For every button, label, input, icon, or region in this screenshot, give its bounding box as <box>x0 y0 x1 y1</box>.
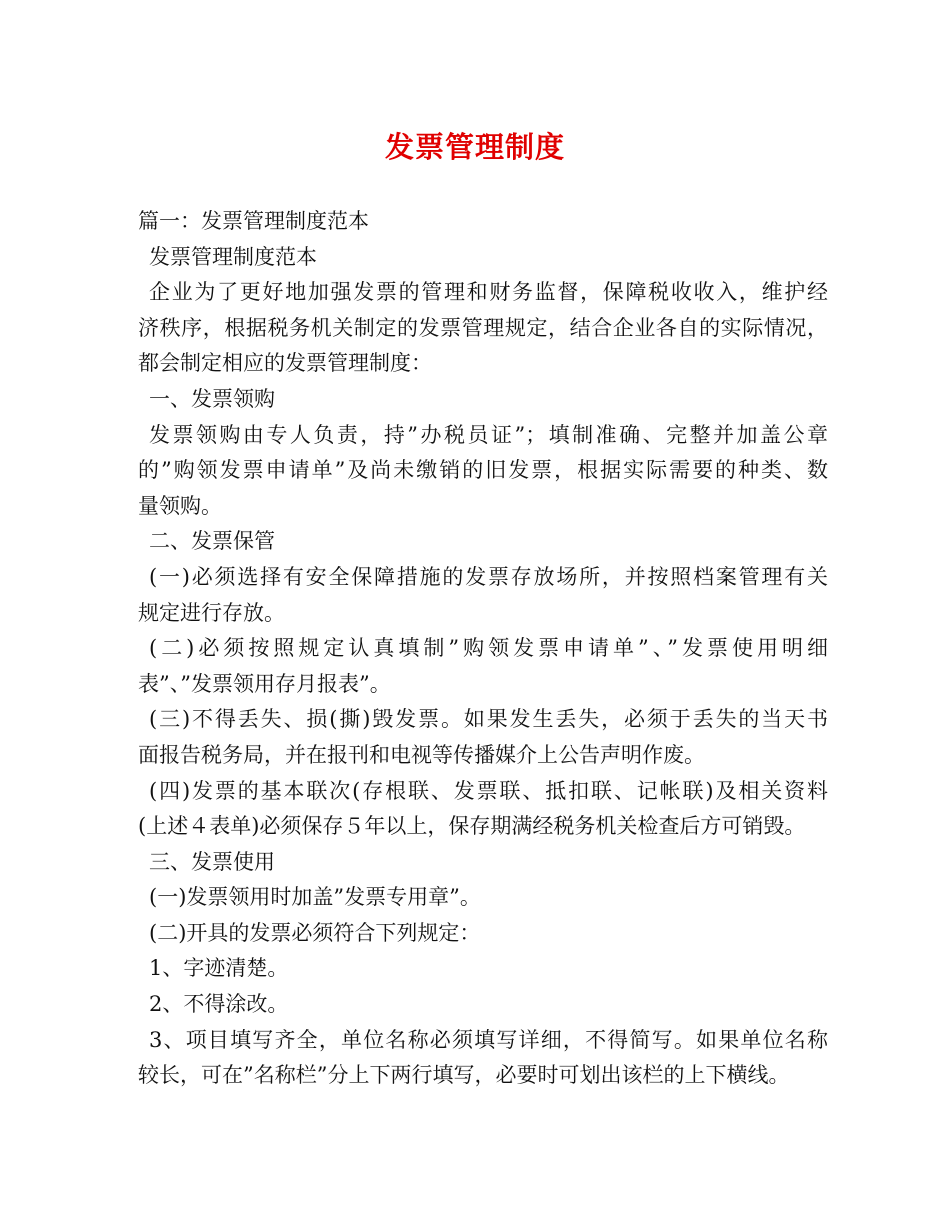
section-heading: 二、发票保管 <box>149 529 275 554</box>
paragraph-line: (二)必须按照规定认真填制”购领发票申请单”、”发票使用明细 <box>149 636 828 661</box>
list-item: 1、字迹清楚。 <box>149 956 289 981</box>
paragraph-line: (上述４表单)必须保存５年以上，保存期满经税务机关检查后方可销毁。 <box>138 814 806 839</box>
paragraph-line: 面报告税务局，并在报刊和电视等传播媒介上公告声明作废。 <box>138 742 705 767</box>
paragraph-line: 的”购领发票申请单”及尚未缴销的旧发票，根据实际需要的种类、数 <box>138 458 828 483</box>
paragraph-line: (三)不得丢失、损(撕)毁发票。如果发生丢失，必须于丢失的当天书 <box>149 707 828 732</box>
paragraph-line: 量领购。 <box>138 493 222 518</box>
paragraph-line: (一)发票领用时加盖”发票专用章”。 <box>149 885 481 910</box>
paragraph-line: 较长，可在”名称栏”分上下两行填写，必要时可划出该栏的上下横线。 <box>138 1063 790 1088</box>
paragraph-line: (四)发票的基本联次(存根联、发票联、抵扣联、记帐联)及相关资料 <box>149 778 828 803</box>
document-title: 发票管理制度 <box>384 130 565 164</box>
section-heading: 一、发票领购 <box>149 386 275 411</box>
document-body <box>138 204 828 1094</box>
paragraph-line: 济秩序，根据税务机关制定的发票管理规定，结合企业各自的实际情况， <box>138 315 828 340</box>
paragraph-line: (二)开具的发票必须符合下列规定： <box>149 920 481 945</box>
section-heading: 篇一：发票管理制度范本 <box>138 209 369 233</box>
paragraph-line: 企业为了更好地加强发票的管理和财务监督，保障税收收入，维护经 <box>149 280 828 305</box>
paragraph-line: (一)必须选择有安全保障措施的发票存放场所，并按照档案管理有关 <box>149 564 828 589</box>
subheading: 发票管理制度范本 <box>149 244 317 269</box>
list-item: 3、项目填写齐全，单位名称必须填写详细，不得简写。如果单位名称 <box>149 1027 828 1052</box>
section-heading: 三、发票使用 <box>149 849 275 874</box>
list-item: 2、不得涂改。 <box>149 992 289 1017</box>
paragraph-line: 发票领购由专人负责，持”办税员证”；填制准确、完整并加盖公章 <box>149 422 828 447</box>
paragraph-line: 表”、”发票领用存月报表”。 <box>138 671 391 696</box>
paragraph-line: 规定进行存放。 <box>138 600 285 625</box>
paragraph-line: 都会制定相应的发票管理制度： <box>138 351 432 376</box>
